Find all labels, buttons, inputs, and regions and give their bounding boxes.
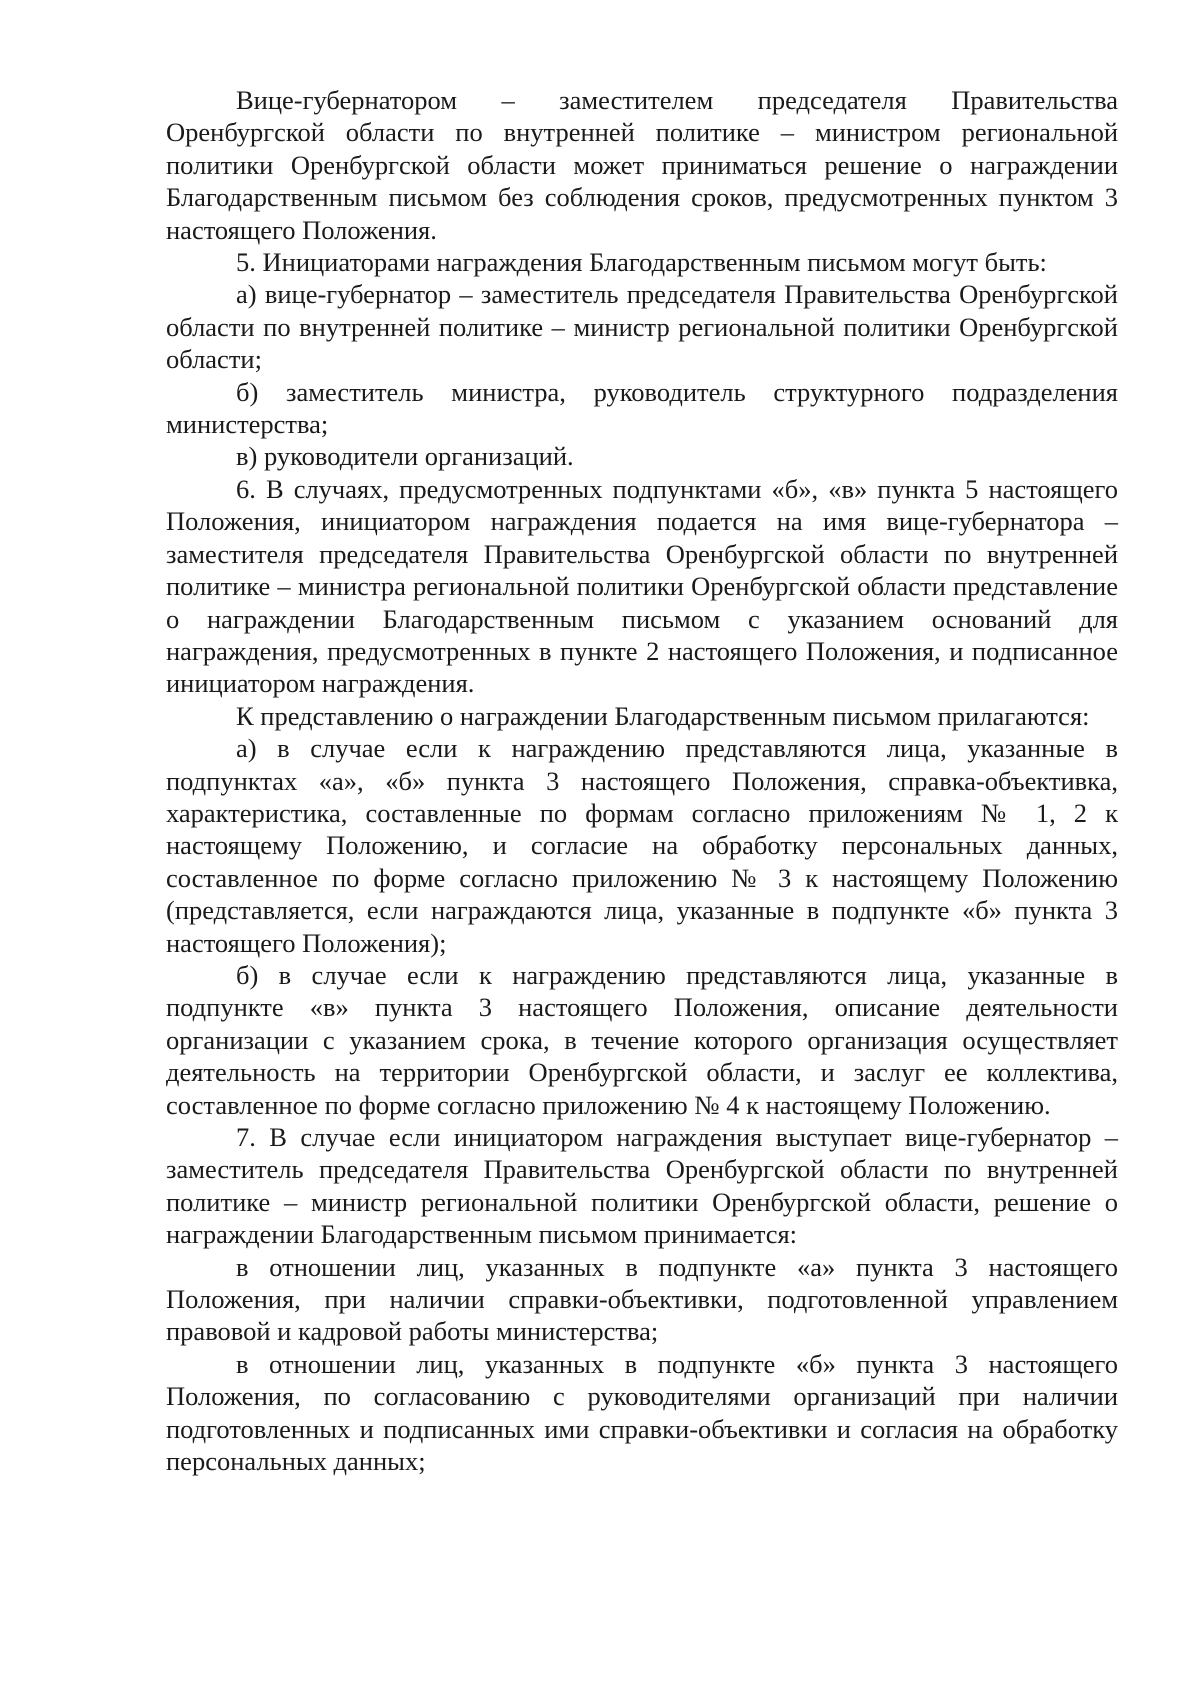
paragraph-item-6: 6. В случаях, предусмотренных подпунктами «б», «в» пункта 5 настоящего Положения, инициатором награждения подается на имя вице-губернатора – заместителя председателя Правительства Оренбургской области по внутренней политике – министра региональной политики Оренбургской области представление о награждении Благодарственным письмом с указанием оснований для награждения, предусмотренных в пункте 2 настоящего Положения, и подписанное инициатором награждения.: [166, 473, 1118, 699]
paragraph-item-5a: а) вице-губернатор – заместитель председателя Правительства Оренбургской области по внутренней политике – министр региональной политики Оренбургской области;: [166, 279, 1118, 375]
paragraph-item-7-case-b: в отношении лиц, указанных в подпункте «б» пункта 3 настоящего Положения, по согласованию с руководителями организаций при наличии подготовленных и подписанных ими справки-объективки и согласия на обработку персональных данных;: [166, 1348, 1118, 1477]
paragraph-intro: Вице-губернатором – заместителем председателя Правительства Оренбургской области по внутренней политике – министром региональной политики Оренбургской области может приниматься решение о награждении Благодарственным письмом без соблюдения сроков, предусмотренных пунктом 3 настоящего Положения.: [166, 85, 1118, 245]
paragraph-item-5c: в) руководители организаций.: [236, 441, 574, 472]
paragraph-item-5: 5. Инициаторами награждения Благодарственным письмом могут быть:: [236, 247, 1047, 278]
paragraph-item-7-case-a: в отношении лиц, указанных в подпункте «а» пункта 3 настоящего Положения, при наличии справки-объективки, подготовленной управлением правовой и кадровой работы министерства;: [166, 1251, 1118, 1347]
paragraph-attachments-b: б) в случае если к награждению представляются лица, указанные в подпункте «в» пункта 3 настоящего Положения, описание деятельности организации с указанием срока, в течение которого организация осуществляет деятельность на территории Оренбургской области, и заслуг ее коллектива, составленное по форме согласно приложению № 4 к настоящему Положению.: [166, 959, 1118, 1120]
paragraph-attachments-intro: К представлению о награждении Благодарственным письмом прилагаются:: [236, 700, 1090, 731]
paragraph-item-7: 7. В случае если инициатором награждения выступает вице-губернатор – заместитель председателя Правительства Оренбургской области по внутренней политике – министр региональной политики Оренбургской области, решение о награждении Благодарственным письмом принимается:: [166, 1122, 1118, 1250]
paragraph-item-5b: б) заместитель министра, руководитель структурного подразделения министерства;: [166, 376, 1118, 440]
document-body: [166, 84, 1118, 1477]
paragraph-attachments-a: а) в случае если к награждению представляются лица, указанные в подпунктах «а», «б» пункта 3 настоящего Положения, справка-объективка, характеристика, составленные по формам согласно приложениям № 1, 2 к настоящему Положению, и согласие на обработку персональных данных, составленное по форме согласно приложению № 3 к настоящему Положению (представляется, если награждаются лица, указанные в подпункте «б» пункта 3 настоящего Положения);: [166, 733, 1118, 958]
